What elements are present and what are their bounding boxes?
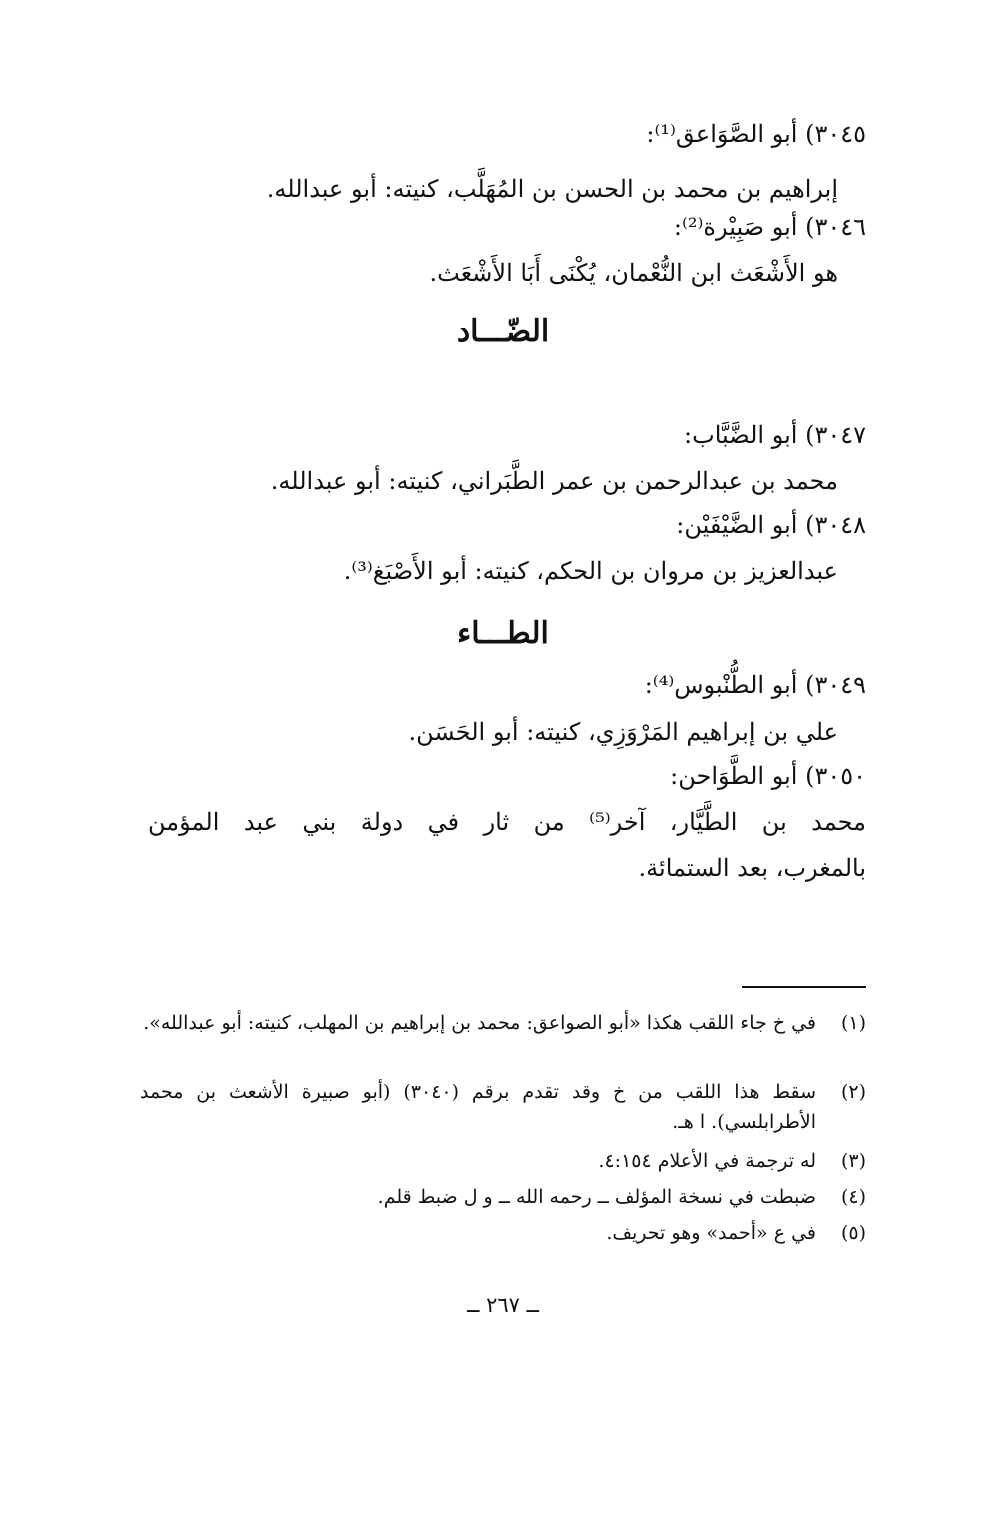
entry-heading-3049: ٣٠٤٩) أبو الطُّنْبوس⁽⁴⁾: [644,671,866,699]
entry-body-3047: محمد بن عبدالرحمن بن عمر الطَّبَراني، كنيته: أبو عبدالله. [270,467,838,495]
entry-body-3045: إبراهيم بن محمد بن الحسن بن المُهَلَّب، كنيته: أبو عبدالله. [266,175,838,203]
footnote-4 [140,1182,866,1212]
entry-heading-3046: ٣٠٤٦) أبو صَبِيْرة⁽²⁾: [673,213,866,241]
footnote-number: (٣) [840,1150,866,1172]
footnote-separator [742,986,866,988]
footnote-text: سقط هذا اللقب من خ وقد تقدم برقم (٣٠٤٠) (أبو صبيرة الأشعث بن محمد الأطرابلسي). ا هـ. [140,1081,816,1133]
entry-body-3046: هو الأَشْعَث ابن النُّعْمان، يُكْنَى أَبَا الأَشْعَث. [429,259,838,287]
footnote-number: (١) [840,1012,866,1034]
entry-body-3050-line-1: محمد بن الطَّيَّار، آخر⁽⁵⁾ من ثار في دولة بني عبد المؤمن [148,808,867,836]
footnote-number: (٢) [840,1081,866,1103]
page-number: ــ ٢٦٧ ــ [467,1293,539,1317]
footnote-text: له ترجمة في الأعلام ٤:١٥٤. [598,1150,816,1172]
footnote-text: ضبطت في نسخة المؤلف ــ رحمه الله ــ و ل ضبط قلم. [377,1186,816,1208]
footnote-text: في خ جاء اللقب هكذا «أبو الصواعق: محمد بن إبراهيم بن المهلب، كنيته: أبو عبدالله». [143,1012,816,1034]
entry-body-3050-line-2: بالمغرب، بعد الستمائة. [638,854,866,882]
footnote-number: (٥) [840,1222,866,1244]
footnote-5 [140,1218,866,1248]
entry-heading-3048: ٣٠٤٨) أبو الضَّيْفَيْن: [676,511,866,539]
footnote-3 [140,1146,866,1176]
footnote-2 [140,1077,866,1137]
footnote-number: (٤) [840,1186,866,1208]
footnote-text: في ع «أحمد» وهو تحريف. [606,1222,816,1244]
entry-body-3048: عبدالعزيز بن مروان بن الحكم، كنيته: أبو الأَصْبَغ⁽³⁾. [343,557,838,585]
entry-body-3049: علي بن إبراهيم المَرْوَزِي، كنيته: أبو الحَسَن. [408,718,838,746]
entry-heading-3047: ٣٠٤٧) أبو الضَّبَّاب: [684,421,866,449]
entry-heading-3050: ٣٠٥٠) أبو الطَّوَاحن: [670,762,866,790]
footnote-1 [140,1008,866,1038]
section-title-dad: الضّـــاد [456,314,550,349]
section-title-ta: الطـــاء [457,616,549,651]
entry-heading-3045: ٣٠٤٥) أبو الصَّوَاعق⁽¹⁾: [646,120,866,148]
